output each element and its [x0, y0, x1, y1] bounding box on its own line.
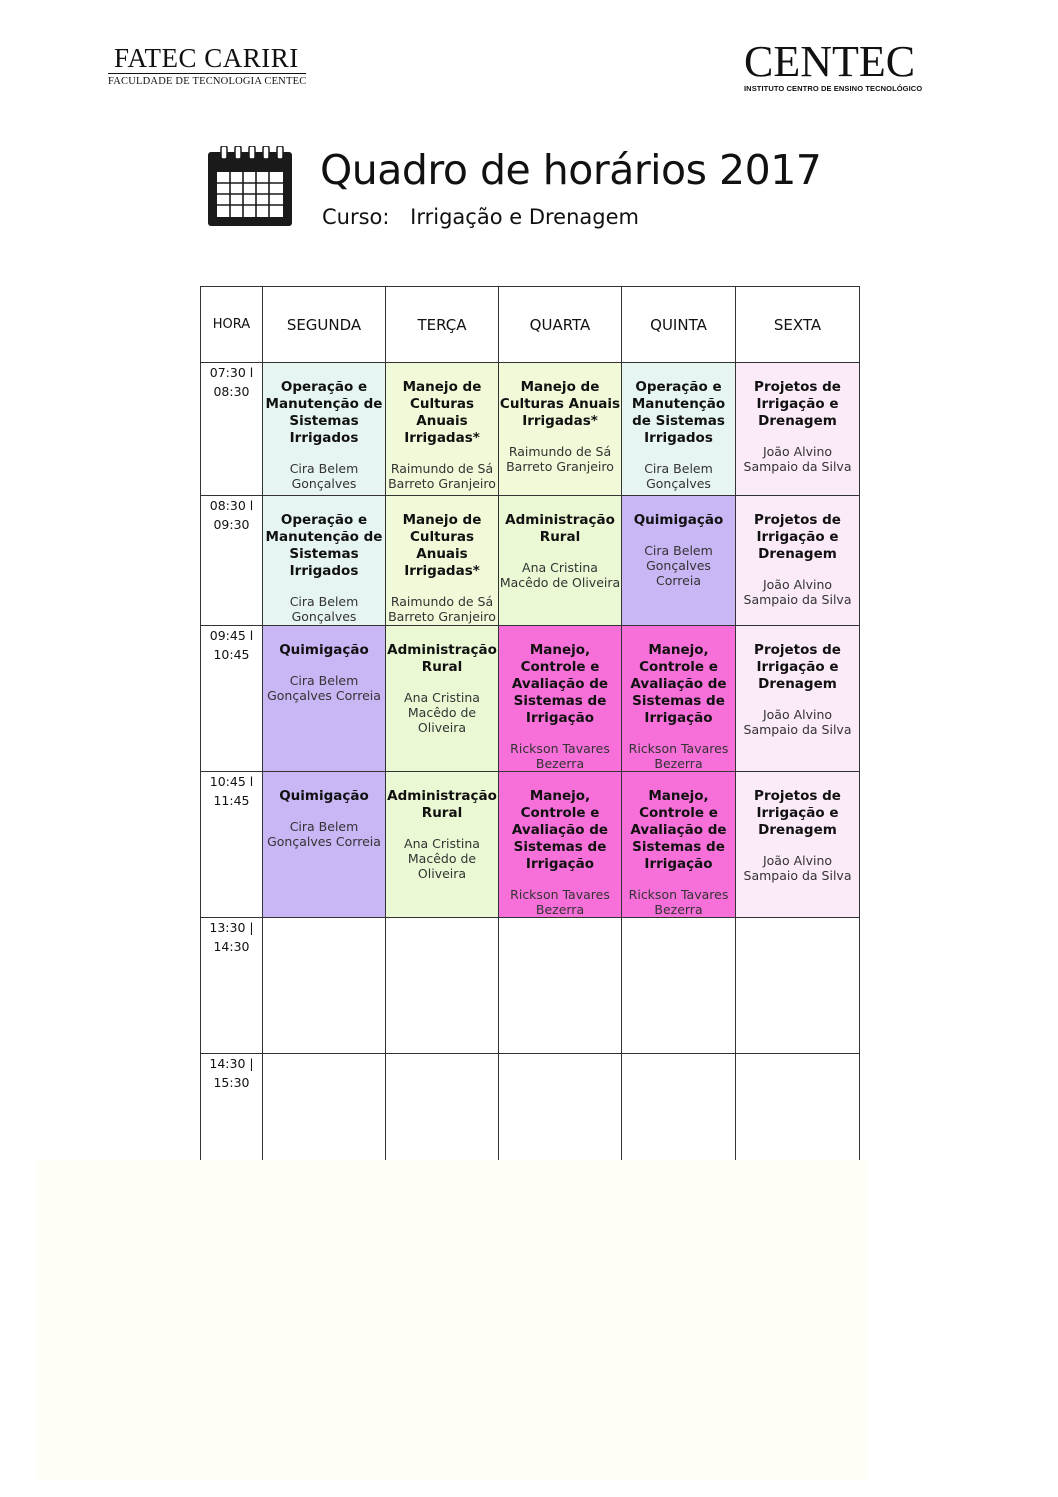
- fatec-cariri-logo: [108, 44, 306, 87]
- subject-name: Quimigação: [633, 512, 724, 528]
- header-sexta: SEXTA: [736, 287, 860, 363]
- class-cell-quinta: [622, 496, 736, 626]
- bottom-blank-area: [37, 1160, 868, 1480]
- time-start: 07:30 l: [209, 365, 254, 380]
- schedule-table: [200, 286, 860, 1186]
- class-cell-sexta: [736, 363, 860, 496]
- teacher-name: João Alvino Sampaio da Silva: [743, 707, 852, 737]
- page-title: Quadro de horários 2017: [320, 146, 822, 194]
- time-cell: [201, 918, 263, 1054]
- time-end: 08:30: [213, 384, 250, 399]
- teacher-name: Ana Cristina Macêdo de Oliveira: [404, 690, 480, 735]
- subject-name: Projetos de Irrigação e Drenagem: [754, 512, 841, 562]
- class-cell-terca: [386, 918, 499, 1054]
- header-quarta: QUARTA: [499, 287, 622, 363]
- table-row: [201, 496, 860, 626]
- subject-name: Projetos de Irrigação e Drenagem: [754, 379, 841, 429]
- time-start: 09:45 l: [209, 628, 254, 643]
- centec-logo-subtitle: INSTITUTO CENTRO DE ENSINO TECNOLÓGICO: [744, 84, 923, 93]
- class-cell-quinta: [622, 363, 736, 496]
- class-cell-sexta: [736, 496, 860, 626]
- time-cell: [201, 626, 263, 772]
- subject-name: Manejo de Culturas Anuais Irrigadas*: [499, 379, 621, 429]
- subject-name: Quimigação: [279, 642, 369, 658]
- time-end: 09:30: [213, 517, 250, 532]
- time-end: 14:30: [213, 939, 250, 954]
- class-cell-segunda: [263, 626, 386, 772]
- subject-name: Manejo, Controle e Avaliação de Sistemas de Irrigação: [511, 788, 609, 872]
- teacher-name: Cira Belem Gonçalves Correia: [267, 819, 381, 849]
- course-line: [322, 205, 639, 229]
- fatec-logo-name: FATEC CARIRI: [108, 44, 306, 74]
- class-cell-terca: [386, 363, 499, 496]
- class-cell-segunda: [263, 918, 386, 1054]
- time-cell: [201, 496, 263, 626]
- class-cell-quinta: [622, 626, 736, 772]
- subject-name: Manejo, Controle e Avaliação de Sistemas de Irrigação: [630, 642, 727, 726]
- class-cell-terca: [386, 626, 499, 772]
- time-end: 10:45: [213, 647, 250, 662]
- subject-name: Manejo de Culturas Anuais Irrigadas*: [402, 512, 482, 579]
- class-cell-terca: [386, 772, 499, 918]
- class-cell-quarta: [499, 772, 622, 918]
- table-row: [201, 626, 860, 772]
- class-cell-quarta: [499, 363, 622, 496]
- teacher-name: Raimundo de Sá Barreto Granjeiro: [506, 444, 614, 474]
- centec-logo-name: CENTEC: [744, 37, 916, 86]
- teacher-name: Rickson Tavares Bezerra: [510, 887, 610, 917]
- subject-name: Administração Rural: [505, 512, 615, 545]
- centec-logo: [744, 37, 923, 93]
- header-row: [201, 287, 860, 363]
- class-cell-segunda: [263, 772, 386, 918]
- time-end: 15:30: [213, 1075, 250, 1090]
- course-value: Irrigação e Drenagem: [410, 205, 639, 229]
- subject-name: Projetos de Irrigação e Drenagem: [754, 642, 841, 692]
- time-start: 13:30 |: [209, 920, 254, 935]
- teacher-name: Cira Belem Gonçalves Correia: [644, 543, 713, 588]
- class-cell-sexta: [736, 918, 860, 1054]
- subject-name: Quimigação: [279, 788, 369, 804]
- teacher-name: Rickson Tavares Bezerra: [628, 887, 729, 917]
- subject-name: Administração Rural: [387, 788, 497, 821]
- table-row: [201, 772, 860, 918]
- table-row: [201, 363, 860, 496]
- teacher-name: Cira Belem Gonçalves: [289, 594, 359, 624]
- time-end: 11:45: [213, 793, 250, 808]
- subject-name: Administração Rural: [387, 642, 497, 675]
- subject-name: Operação e Manutenção de Sistemas Irrigados: [265, 379, 383, 446]
- teacher-name: Rickson Tavares Bezerra: [510, 741, 610, 771]
- class-cell-quinta: [622, 918, 736, 1054]
- teacher-name: João Alvino Sampaio da Silva: [743, 444, 852, 474]
- header-terca: TERÇA: [386, 287, 499, 363]
- teacher-name: Raimundo de Sá Barreto Granjeiro: [388, 594, 496, 624]
- class-cell-sexta: [736, 772, 860, 918]
- time-cell: [201, 363, 263, 496]
- calendar-icon: [207, 146, 293, 232]
- subject-name: Operação e Manutenção de Sistemas Irrigados: [631, 379, 726, 446]
- teacher-name: Ana Cristina Macêdo de Oliveira: [499, 560, 621, 590]
- teacher-name: Ana Cristina Macêdo de Oliveira: [404, 836, 480, 881]
- header-hora: HORA: [201, 287, 263, 363]
- time-start: 08:30 l: [209, 498, 254, 513]
- subject-name: Manejo, Controle e Avaliação de Sistemas de Irrigação: [630, 788, 727, 872]
- time-start: 14:30 |: [209, 1056, 254, 1071]
- subject-name: Manejo, Controle e Avaliação de Sistemas de Irrigação: [511, 642, 609, 726]
- fatec-logo-subtitle: FACULDADE DE TECNOLOGIA CENTEC: [108, 76, 307, 87]
- subject-name: Projetos de Irrigação e Drenagem: [754, 788, 841, 838]
- class-cell-terca: [386, 496, 499, 626]
- subject-name: Manejo de Culturas Anuais Irrigadas*: [402, 379, 482, 446]
- class-cell-quarta: [499, 496, 622, 626]
- teacher-name: Rickson Tavares Bezerra: [628, 741, 729, 771]
- subject-name: Operação e Manutenção de Sistemas Irrigados: [265, 512, 383, 579]
- class-cell-segunda: [263, 496, 386, 626]
- time-start: 10:45 l: [209, 774, 254, 789]
- class-cell-sexta: [736, 626, 860, 772]
- header-quinta: QUINTA: [622, 287, 736, 363]
- class-cell-quarta: [499, 626, 622, 772]
- teacher-name: João Alvino Sampaio da Silva: [743, 853, 852, 883]
- teacher-name: João Alvino Sampaio da Silva: [743, 577, 852, 607]
- table-row: [201, 918, 860, 1054]
- class-cell-quinta: [622, 772, 736, 918]
- class-cell-quarta: [499, 918, 622, 1054]
- course-label: Curso:: [322, 205, 390, 229]
- header-segunda: SEGUNDA: [263, 287, 386, 363]
- time-cell: [201, 772, 263, 918]
- class-cell-segunda: [263, 363, 386, 496]
- teacher-name: Cira Belem Gonçalves: [644, 461, 713, 491]
- teacher-name: Cira Belem Gonçalves Correia: [267, 673, 381, 703]
- teacher-name: Raimundo de Sá Barreto Granjeiro: [388, 461, 496, 491]
- teacher-name: Cira Belem Gonçalves: [289, 461, 359, 491]
